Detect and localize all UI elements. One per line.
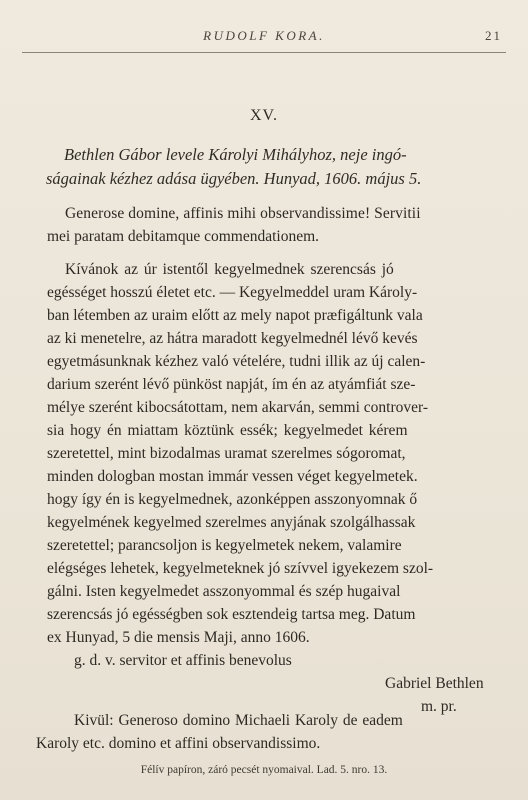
body-line: szeretettel; parancsoljon is kegyelmetek nekem, valamire (47, 537, 402, 554)
page-number: 21 (485, 28, 502, 43)
running-head-title: RUDOLF KORA. (203, 28, 325, 43)
body-line: egyetmásunknak kézhez való vételére, tudni illik az új calen- (47, 353, 426, 370)
body-line: gálni. Isten kegyelmedet asszonyommal és szép hugaival (47, 583, 401, 600)
body-line: ban létemben az uraim előtt az mely napot præfigáltunk vala (47, 307, 423, 324)
body-line: mei paratam debitamque commendationem. (47, 228, 320, 245)
document-number: XV. (249, 107, 279, 124)
body-line: mélye szerént kibocsátottam, nem akarván, semmi controver- (47, 399, 429, 416)
body-line: szerencsás jó egésségben sok esztendeig tartsa meg. Datum (47, 606, 416, 623)
signature: Gabriel Bethlen (385, 675, 484, 692)
body-line: az ki menetelre, az hátra maradott kegyelmednél lévő kevés (47, 330, 418, 347)
body-line: minden dologban mostan immár vessen véget kegyelmetek. (47, 468, 418, 485)
body-line: egésséget hosszú életet etc. — Kegyelmeddel uram Károly- (47, 284, 418, 301)
heading-line-2: ságainak kézhez adása ügyében. Hunyad, 1606. május 5. (46, 168, 422, 188)
body-line: Kívánok az úr istentől kegyelmednek szerencsás jó (65, 261, 394, 278)
running-head (22, 28, 506, 53)
body-line: darium szerént lévő pünköst napját, ím én az atyámfiát sze- (47, 376, 416, 393)
body-line: kegyelmének kegyelmed szerelmes anyjának szolgálhassak (47, 514, 416, 531)
address-line: Karoly etc. domino et affini observandissimo. (36, 735, 321, 752)
manu-propria: m. pr. (421, 698, 457, 715)
body-line: szeretettel, mint bizodalmas uramat szerelmes sógoromat, (47, 445, 406, 462)
body-line: Generose domine, affinis mihi observandissime! Servitii (65, 205, 421, 222)
closing-formula: g. d. v. servitor et affinis benevolus (74, 652, 292, 669)
body-line: hogy így én is kegyelmednek, azonképpen asszonyomnak ő (47, 491, 418, 508)
heading-line-1: Bethlen Gábor levele Károlyi Mihályhoz, neje ingó- (64, 145, 407, 164)
document-heading (46, 143, 504, 190)
body-line: sia hogy én miattam köztünk essék; kegyelmedet kérem (47, 422, 408, 439)
address-line: Kivül: Generoso domino Michaeli Karoly de eadem (74, 712, 403, 729)
body-line: elégséges lehetek, kegyelmeteknek jó szívvel igyekezem szol- (47, 560, 434, 577)
footnote: Félív papíron, záró pecsét nyomaival. Lad. 5. nro. 13. (140, 764, 388, 776)
body-line: ex Hunyad, 5 die mensis Maji, anno 1606. (47, 629, 310, 646)
